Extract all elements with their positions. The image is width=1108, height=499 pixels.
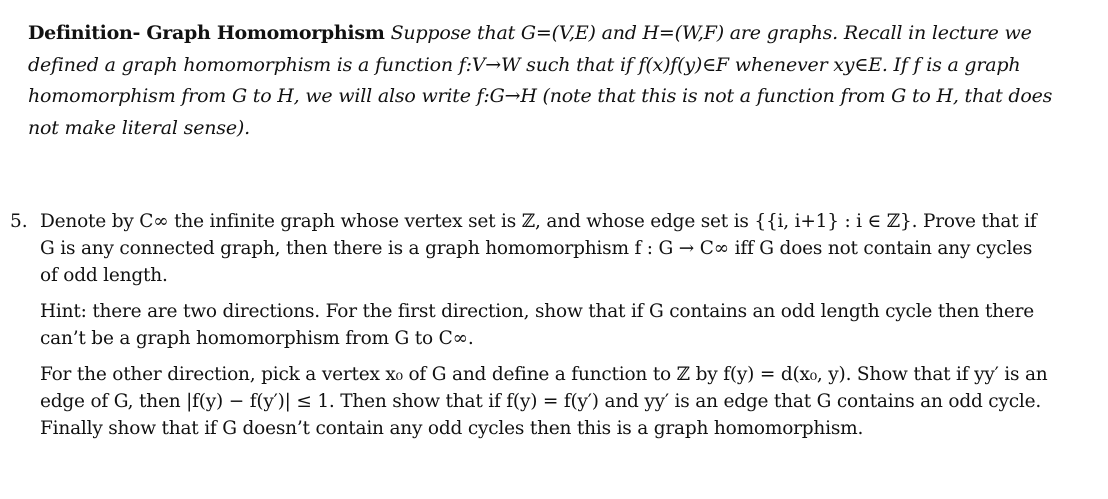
definition-block — [28, 18, 1088, 144]
problem-body — [40, 208, 1050, 442]
problem-hint: Hint: there are two directions. For the first direction, show that if G contains an odd length cycle then there can’t be a graph homomorphism from G to C∞. — [40, 301, 1035, 349]
problem-number: 5. — [10, 211, 28, 232]
problem-other-direction: For the other direction, pick a vertex x₀ of G and define a function to ℤ by f(y) = d(x₀, y). Show that if yy′ is an edge of G, then |f(y) − f(y′)| ≤ 1. Then show that if f(y) = f(y′) and yy′ is an edge that G contains an odd cycle. Finally show that if G doesn’t contain any odd cycles then this is a graph homomorphism. — [40, 364, 1048, 439]
problem-5 — [10, 208, 1050, 442]
problem-statement: Denote by C∞ the infinite graph whose vertex set is ℤ, and whose edge set is {{i, i+1} : i ∈ ℤ}. Prove that if G is any connected graph, then there is a graph homomorphism f : G → C∞ iff G does not contain any cycles of odd length. — [40, 211, 1037, 286]
document-page — [28, 18, 1088, 144]
definition-body: Suppose that G=(V,E) and H=(W,F) are graphs. Recall in lecture we defined a graph homomorphism is a function f:V→W such that if f(x)f(y)∈F whenever xy∈E. If f is a graph homomorphism from G to H, we will also write f:G→H (note that this is not a function from G to H, that does not make literal sense). — [28, 22, 1053, 139]
definition-heading: Definition- Graph Homomorphism — [28, 22, 385, 44]
